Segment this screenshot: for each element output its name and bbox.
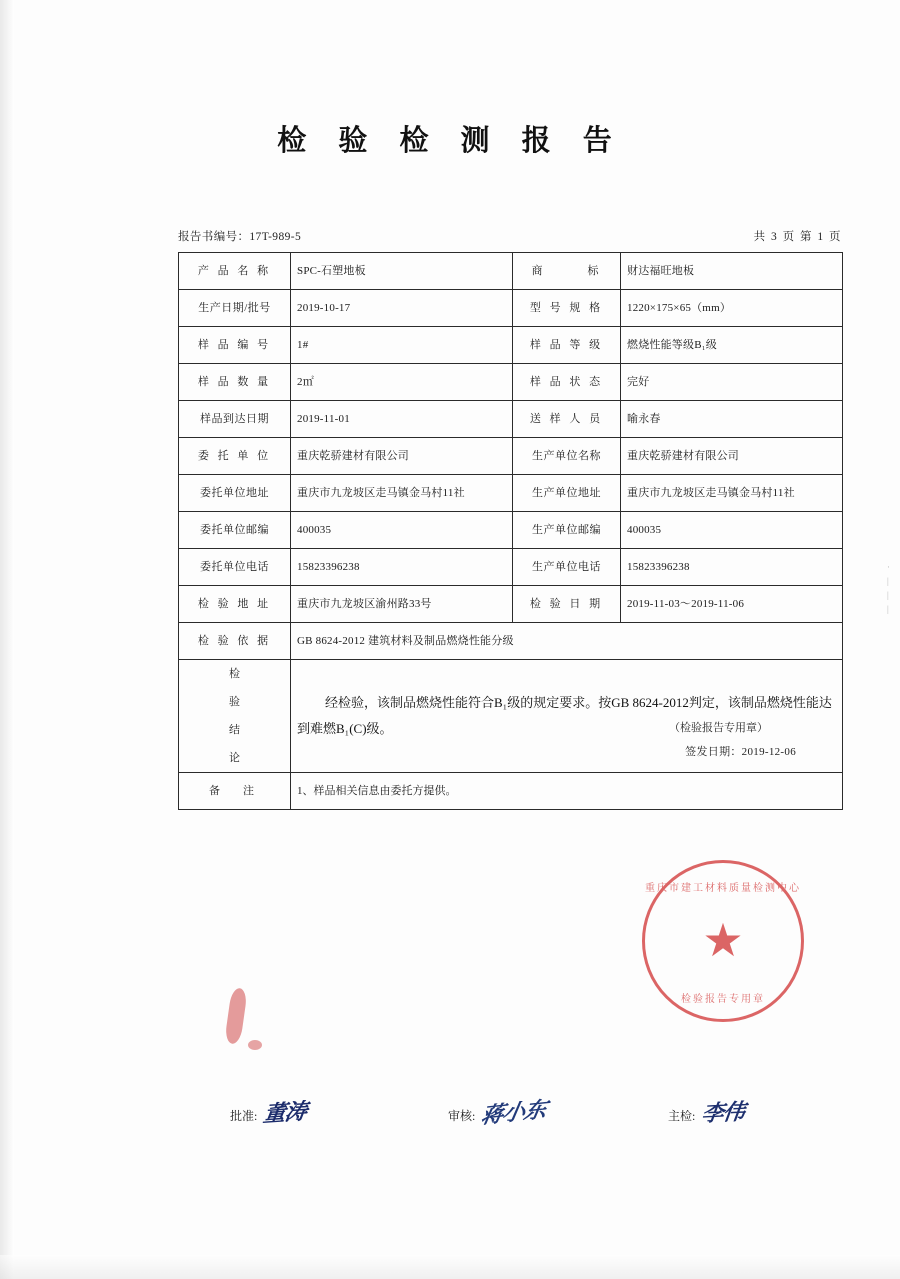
report-meta xyxy=(178,228,842,244)
field-value: 400035 xyxy=(291,512,513,549)
field-value: 2019-11-03～2019-11-06 xyxy=(621,586,843,623)
reviewer-signature xyxy=(448,1096,549,1130)
table-row xyxy=(179,549,843,586)
issue-date-value: 2019-12-06 xyxy=(741,746,796,759)
seal-note: （检验报告专用章） xyxy=(669,722,768,735)
field-value: 喻永春 xyxy=(621,401,843,438)
table-row-remark xyxy=(179,773,843,810)
field-label: 样 品 状 态 xyxy=(513,364,621,401)
table-row xyxy=(179,586,843,623)
field-value: SPC-石塑地板 xyxy=(291,253,513,290)
conclusion-cell xyxy=(291,660,843,773)
field-value: 15823396238 xyxy=(621,549,843,586)
table-row-conclusion xyxy=(179,660,843,773)
field-label: 样品到达日期 xyxy=(179,401,291,438)
remark-label: 备 注 xyxy=(179,773,291,810)
field-value: 重庆乾骄建材有限公司 xyxy=(621,438,843,475)
remark-value: 1、样品相关信息由委托方提供。 xyxy=(291,773,843,810)
field-label: 委托单位地址 xyxy=(179,475,291,512)
page-count: 共 3 页 第 1 页 xyxy=(753,231,842,243)
table-row xyxy=(179,327,843,364)
field-value: 燃烧性能等级B₁级 xyxy=(621,327,843,364)
scan-edge-shadow-bottom xyxy=(0,1255,900,1279)
field-label: 检 验 日 期 xyxy=(513,586,621,623)
issue-date-label: 签发日期： xyxy=(685,746,742,759)
field-label: 商 标 xyxy=(513,253,621,290)
inspection-basis-value: GB 8624-2012 建筑材料及制品燃烧性能分级 xyxy=(291,623,843,660)
inspector-name: 李伟 xyxy=(700,1098,746,1128)
seal-arc-bottom-text: 检验报告专用章 xyxy=(681,994,765,1005)
field-value: 1# xyxy=(291,327,513,364)
report-number xyxy=(178,228,301,244)
field-value: 2㎡ xyxy=(291,364,513,401)
inspector-signature xyxy=(668,1096,744,1127)
field-value: 2019-10-17 xyxy=(291,290,513,327)
field-label: 型 号 规 格 xyxy=(513,290,621,327)
field-value: 重庆乾骄建材有限公司 xyxy=(291,438,513,475)
page-title: 检 验 检 测 报 告 xyxy=(277,123,623,157)
field-label: 委 托 单 位 xyxy=(179,438,291,475)
table-row xyxy=(179,364,843,401)
table-row xyxy=(179,290,843,327)
field-value: 完好 xyxy=(621,364,843,401)
field-value: 重庆市九龙坡区走马镇金马村11社 xyxy=(621,475,843,512)
ink-dot-mark xyxy=(248,1040,262,1050)
field-label: 委托单位邮编 xyxy=(179,512,291,549)
approver-name: 董涛 xyxy=(262,1098,309,1128)
report-table xyxy=(178,252,843,810)
inspector-label: 主检: xyxy=(668,1109,696,1123)
report-number-label: 报告书编号： xyxy=(178,231,250,243)
table-row xyxy=(179,512,843,549)
approver-signature xyxy=(230,1096,309,1128)
inspection-basis-label: 检 验 依 据 xyxy=(179,623,291,660)
field-label: 样 品 数 量 xyxy=(179,364,291,401)
field-value: 财达福旺地板 xyxy=(621,253,843,290)
official-seal-stamp xyxy=(642,860,804,1022)
field-label: 生产单位邮编 xyxy=(513,512,621,549)
reviewer-name: 蒋小东 xyxy=(478,1096,549,1130)
field-label: 生产单位地址 xyxy=(513,475,621,512)
field-label: 生产单位电话 xyxy=(513,549,621,586)
field-label: 样 品 编 号 xyxy=(179,327,291,364)
ink-smear-mark xyxy=(224,987,248,1045)
field-label: 委托单位电话 xyxy=(179,549,291,586)
approver-label: 批准: xyxy=(230,1109,258,1123)
issue-date xyxy=(685,745,796,760)
table-row xyxy=(179,475,843,512)
field-label: 送 样 人 员 xyxy=(513,401,621,438)
table-row-basis xyxy=(179,623,843,660)
conclusion-text: 经检验，该制品燃烧性能符合B₁级的规定要求。按GB 8624-2012判定，该制品燃烧性能达到难燃B₁(C)级。 xyxy=(297,695,832,736)
table-row xyxy=(179,438,843,475)
star-icon: ★ xyxy=(702,915,744,966)
reviewer-label: 审核: xyxy=(448,1109,476,1123)
conclusion-label-text: 检 验 结 论 xyxy=(229,668,240,764)
field-label: 生产日期/批号 xyxy=(179,290,291,327)
field-value: 1220×175×65（mm） xyxy=(621,290,843,327)
scan-edge-shadow-left xyxy=(0,0,14,1279)
field-value: 重庆市九龙坡区渝州路33号 xyxy=(291,586,513,623)
field-label: 样 品 等 级 xyxy=(513,327,621,364)
field-label: 检 验 地 址 xyxy=(179,586,291,623)
field-label: 产 品 名 称 xyxy=(179,253,291,290)
report-number-value: 17T-989-5 xyxy=(249,231,302,243)
field-value: 2019-11-01 xyxy=(291,401,513,438)
seal-arc-top-text: 重庆市建工材料质量检测中心 xyxy=(645,883,801,894)
field-value: 400035 xyxy=(621,512,843,549)
table-row xyxy=(179,401,843,438)
scan-edge-artifact: · | | | xyxy=(887,562,890,614)
table-row xyxy=(179,253,843,290)
field-label: 生产单位名称 xyxy=(513,438,621,475)
field-value: 15823396238 xyxy=(291,549,513,586)
conclusion-label xyxy=(179,660,291,773)
field-value: 重庆市九龙坡区走马镇金马村11社 xyxy=(291,475,513,512)
